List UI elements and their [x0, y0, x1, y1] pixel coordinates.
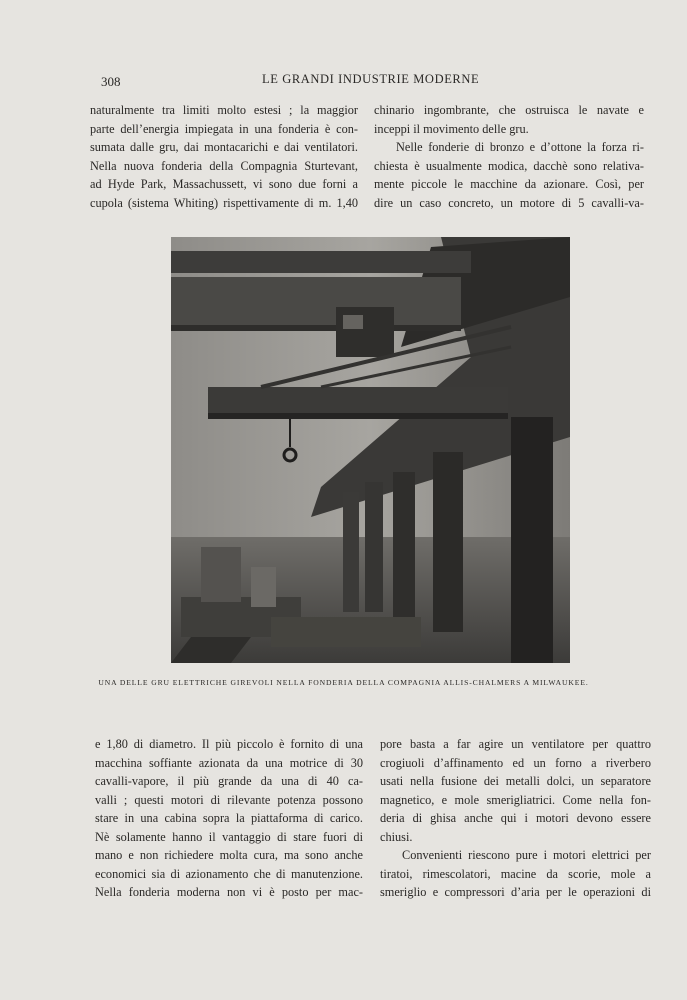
text-line: cupola (sistema Whiting) rispettivamente di m. 1,40: [90, 195, 358, 210]
text-line: valli ; questi motori di rilevante potenza possono: [95, 792, 363, 807]
text-line: Nella nuova fonderia della Compagnia Sturtevant,: [90, 158, 358, 173]
text-line: Nè solamente hanno il vantaggio di stare fuori di: [95, 829, 363, 844]
text-line: chiesta è usualmente modica, dacchè sono relativa-: [374, 158, 644, 173]
text-line: magnetico, e mole smerigliatrici. Come nella fon-: [380, 792, 651, 807]
running-head: LE GRANDI INDUSTRIE MODERNE: [262, 72, 480, 86]
text-line: mano e non richiedere molta cura, ma sono anche: [95, 848, 363, 862]
foundry-crane-photograph: [171, 237, 570, 663]
text-line: cavalli-vapore, il più grande da una di 40 ca-: [95, 774, 363, 788]
figure-caption: UNA DELLE GRU ELETTRICHE GIREVOLI NELLA FONDERIA DELLA COMPAGNIA ALLIS-CHALMERS A MILWAUKEE.: [98, 678, 589, 687]
text-line: Nelle fonderie di bronzo e d’ottone la forza ri-: [396, 140, 644, 154]
text-line: stare in una cabina sopra la piattaforma di carico.: [95, 811, 363, 825]
text-line: mente piccole le macchine da azionare. Così, per: [374, 177, 644, 191]
text-line: dire un caso concreto, un motore di 5 cavalli-va-: [374, 195, 644, 210]
text-column-top-right: [374, 101, 644, 212]
text-line: Convenienti riescono pure i motori elettrici per: [402, 848, 651, 862]
text-column-bottom-right: [380, 735, 651, 902]
page-number: 308: [101, 74, 121, 89]
text-line: usati nella fusione dei metalli dolci, un separatore: [380, 774, 651, 788]
text-line: inceppi il movimento delle gru.: [374, 121, 529, 136]
text-line: naturalmente tra limiti molto estesi ; la maggior: [90, 103, 358, 117]
text-line: tiratoi, rimescolatori, macine da scorie, mole a: [380, 866, 651, 881]
text-line: parte dell’energia impiegata in una fonderia è con-: [90, 121, 358, 136]
text-line: deria di ghisa anche qui i motori devono essere: [380, 811, 651, 825]
text-line: sumata dalle gru, dai montacarichi e dai ventilatori.: [90, 140, 358, 154]
text-column-bottom-left: [95, 735, 363, 902]
text-line: smeriglio e compressori d’aria per le operazioni di: [380, 885, 651, 899]
text-line: economici sia di azionamento che di manutenzione.: [95, 866, 363, 881]
text-column-top-left: [90, 101, 358, 212]
text-line: Nella fonderia moderna non vi è posto per mac-: [95, 885, 363, 899]
text-line: chiusi.: [380, 829, 413, 844]
text-line: ad Hyde Park, Massachussett, vi sono due forni a: [90, 177, 358, 191]
text-line: macchina soffiante azionata da una motrice di 30: [95, 755, 363, 770]
text-line: crogiuoli d’affinamento ed un forno a riverbero: [380, 755, 651, 770]
text-line: e 1,80 di diametro. Il più piccolo è fornito di una: [95, 737, 363, 751]
text-line: pore basta a far agire un ventilatore per quattro: [380, 737, 651, 751]
text-line: chinario ingombrante, che ostruisca le navate e: [374, 103, 644, 117]
